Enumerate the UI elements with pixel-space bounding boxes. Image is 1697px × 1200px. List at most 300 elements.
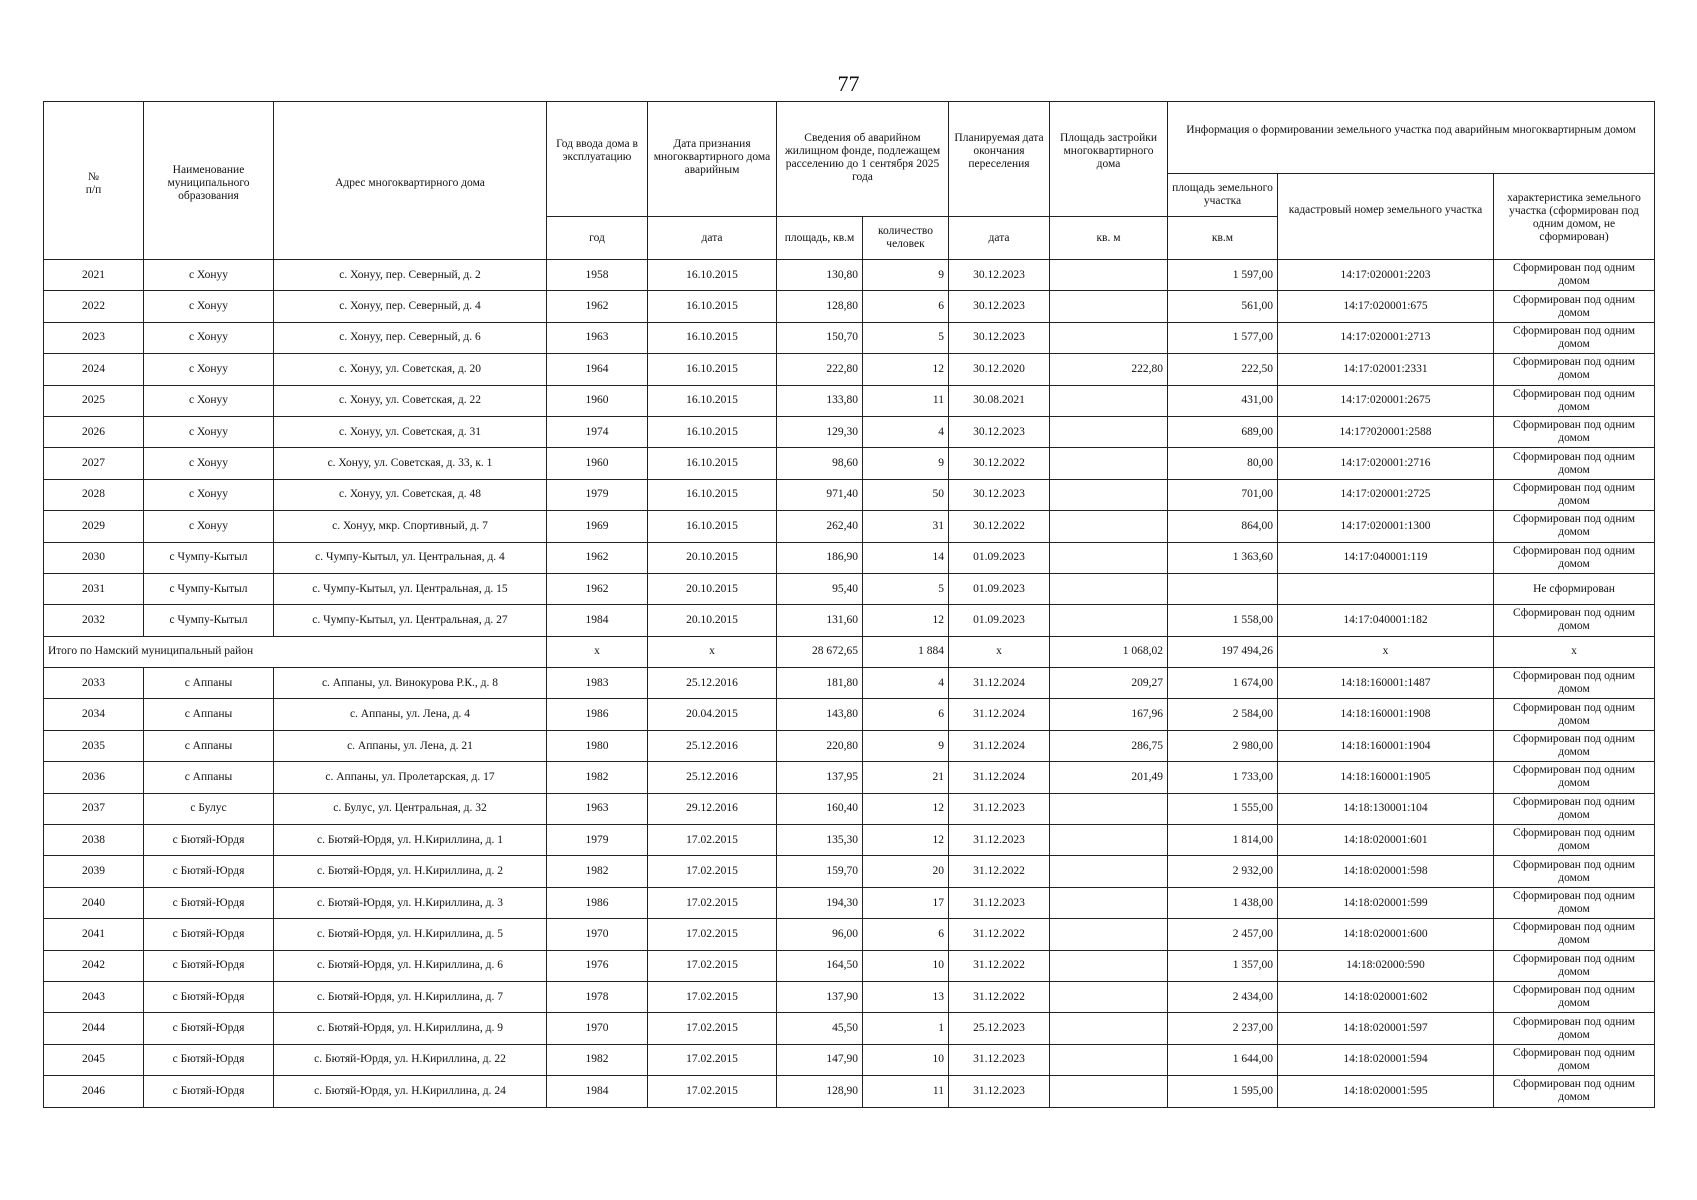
cell-people: 6 xyxy=(863,699,949,730)
cell-address: с. Хонуу, мкр. Спортивный, д. 7 xyxy=(274,511,547,542)
cell-people: 10 xyxy=(863,1044,949,1075)
cell-address: с. Хонуу, ул. Советская, д. 22 xyxy=(274,385,547,416)
cell-municipality: с Хонуу xyxy=(144,385,274,416)
cell-date-recognized: 17.02.2015 xyxy=(648,1076,777,1107)
cell-characteristic: Сформирован под одним домом xyxy=(1494,291,1655,322)
cell-date-recognized: 20.04.2015 xyxy=(648,699,777,730)
cell-planned-end: 31.12.2023 xyxy=(949,887,1050,918)
cell-cadastral: 14:17:02001:2331 xyxy=(1278,354,1494,385)
table-row xyxy=(44,385,1655,416)
header-municipality: Наименование муниципального образования xyxy=(144,102,274,260)
cell-municipality: с Чумпу-Кытыл xyxy=(144,542,274,573)
cell-people: 1 xyxy=(863,1013,949,1044)
cell-date-recognized: 16.10.2015 xyxy=(648,354,777,385)
cell-people: 9 xyxy=(863,260,949,291)
cell-characteristic: Сформирован под одним домом xyxy=(1494,542,1655,573)
cell-address: с. Бютяй-Юрдя, ул. Н.Кириллина, д. 22 xyxy=(274,1044,547,1075)
cell-year: 1984 xyxy=(547,1076,648,1107)
cell-number: 2040 xyxy=(44,887,144,918)
cell-cadastral: 14:18:020001:602 xyxy=(1278,981,1494,1012)
cell-year: 1962 xyxy=(547,542,648,573)
cell-year: 1982 xyxy=(547,856,648,887)
cell-area: 137,95 xyxy=(777,762,863,793)
table-row xyxy=(44,730,1655,761)
cell-people: 20 xyxy=(863,856,949,887)
total-year: х xyxy=(547,636,648,667)
cell-municipality: с Бютяй-Юрдя xyxy=(144,950,274,981)
unit-year: год xyxy=(547,217,648,260)
cell-planned-end: 31.12.2023 xyxy=(949,825,1050,856)
cell-year: 1963 xyxy=(547,793,648,824)
cell-characteristic: Сформирован под одним домом xyxy=(1494,448,1655,479)
cell-building-area xyxy=(1050,291,1168,322)
cell-land-area: 1 438,00 xyxy=(1168,887,1278,918)
table-header xyxy=(44,102,1655,260)
cell-number: 2046 xyxy=(44,1076,144,1107)
cell-date-recognized: 16.10.2015 xyxy=(648,511,777,542)
cell-cadastral: 14:17:020001:2716 xyxy=(1278,448,1494,479)
cell-characteristic: Сформирован под одним домом xyxy=(1494,730,1655,761)
cell-building-area xyxy=(1050,479,1168,510)
cell-cadastral: 14:17:020001:2675 xyxy=(1278,385,1494,416)
cell-year: 1983 xyxy=(547,668,648,699)
cell-municipality: с Аппаны xyxy=(144,730,274,761)
cell-cadastral: 14:18:130001:104 xyxy=(1278,793,1494,824)
cell-building-area: 209,27 xyxy=(1050,668,1168,699)
cell-planned-end: 30.12.2020 xyxy=(949,354,1050,385)
cell-planned-end: 31.12.2024 xyxy=(949,730,1050,761)
cell-building-area xyxy=(1050,260,1168,291)
cell-date-recognized: 16.10.2015 xyxy=(648,291,777,322)
table-row xyxy=(44,511,1655,542)
cell-characteristic: Сформирован под одним домом xyxy=(1494,950,1655,981)
cell-year: 1984 xyxy=(547,605,648,636)
cell-address: с. Хонуу, ул. Советская, д. 48 xyxy=(274,479,547,510)
cell-area: 164,50 xyxy=(777,950,863,981)
cell-date-recognized: 16.10.2015 xyxy=(648,448,777,479)
cell-number: 2037 xyxy=(44,793,144,824)
cell-land-area: 222,50 xyxy=(1168,354,1278,385)
cell-cadastral: 14:18:160001:1487 xyxy=(1278,668,1494,699)
cell-people: 12 xyxy=(863,354,949,385)
cell-municipality: с Бютяй-Юрдя xyxy=(144,919,274,950)
cell-number: 2035 xyxy=(44,730,144,761)
cell-characteristic: Сформирован под одним домом xyxy=(1494,981,1655,1012)
cell-cadastral: 14:18:02000:590 xyxy=(1278,950,1494,981)
cell-building-area xyxy=(1050,322,1168,353)
table-row xyxy=(44,950,1655,981)
cell-number: 2030 xyxy=(44,542,144,573)
cell-number: 2032 xyxy=(44,605,144,636)
cell-cadastral: 14:17:020001:2203 xyxy=(1278,260,1494,291)
cell-building-area xyxy=(1050,919,1168,950)
cell-year: 1976 xyxy=(547,950,648,981)
header-planned-end: Планируемая дата окончания переселения xyxy=(949,102,1050,217)
cell-area: 262,40 xyxy=(777,511,863,542)
cell-people: 6 xyxy=(863,919,949,950)
cell-area: 160,40 xyxy=(777,793,863,824)
cell-people: 14 xyxy=(863,542,949,573)
cell-municipality: с Бютяй-Юрдя xyxy=(144,1044,274,1075)
cell-land-area: 80,00 xyxy=(1168,448,1278,479)
cell-year: 1980 xyxy=(547,730,648,761)
cell-year: 1970 xyxy=(547,1013,648,1044)
cell-address: с. Аппаны, ул. Лена, д. 4 xyxy=(274,699,547,730)
header-cadastral: кадастровый номер земельного участка xyxy=(1278,174,1494,260)
cell-characteristic: Сформирован под одним домом xyxy=(1494,1044,1655,1075)
cell-year: 1970 xyxy=(547,919,648,950)
table-row xyxy=(44,605,1655,636)
table-row xyxy=(44,793,1655,824)
header-land-info: Информация о формировании земельного участка под аварийным многоквартирным домом xyxy=(1168,102,1655,174)
cell-number: 2036 xyxy=(44,762,144,793)
cell-area: 135,30 xyxy=(777,825,863,856)
cell-address: с. Аппаны, ул. Лена, д. 21 xyxy=(274,730,547,761)
cell-land-area: 1 733,00 xyxy=(1168,762,1278,793)
header-date-recognized: Дата признания многоквартирного дома аварийным xyxy=(648,102,777,217)
cell-building-area xyxy=(1050,950,1168,981)
cell-year: 1960 xyxy=(547,448,648,479)
cell-date-recognized: 16.10.2015 xyxy=(648,385,777,416)
cell-address: с. Хонуу, пер. Северный, д. 2 xyxy=(274,260,547,291)
cell-characteristic: Сформирован под одним домом xyxy=(1494,1076,1655,1107)
cell-building-area: 167,96 xyxy=(1050,699,1168,730)
unit-sqm: кв. м xyxy=(1050,217,1168,260)
cell-number: 2025 xyxy=(44,385,144,416)
cell-building-area xyxy=(1050,448,1168,479)
cell-characteristic: Сформирован под одним домом xyxy=(1494,762,1655,793)
cell-date-recognized: 25.12.2016 xyxy=(648,668,777,699)
cell-address: с. Чумпу-Кытыл, ул. Центральная, д. 27 xyxy=(274,605,547,636)
cell-people: 13 xyxy=(863,981,949,1012)
cell-building-area xyxy=(1050,385,1168,416)
cell-date-recognized: 20.10.2015 xyxy=(648,605,777,636)
cell-cadastral xyxy=(1278,573,1494,604)
cell-people: 17 xyxy=(863,887,949,918)
cell-people: 11 xyxy=(863,385,949,416)
table-row xyxy=(44,291,1655,322)
cell-year: 1963 xyxy=(547,322,648,353)
cell-year: 1978 xyxy=(547,981,648,1012)
cell-municipality: с Бютяй-Юрдя xyxy=(144,825,274,856)
cell-number: 2039 xyxy=(44,856,144,887)
table-row xyxy=(44,856,1655,887)
cell-address: с. Бютяй-Юрдя, ул. Н.Кириллина, д. 7 xyxy=(274,981,547,1012)
cell-address: с. Хонуу, ул. Советская, д. 20 xyxy=(274,354,547,385)
cell-number: 2045 xyxy=(44,1044,144,1075)
cell-year: 1964 xyxy=(547,354,648,385)
table-row xyxy=(44,1076,1655,1107)
header-characteristic: характеристика земельного участка (сформирован под одним домом, не сформирован) xyxy=(1494,174,1655,260)
cell-planned-end: 30.12.2023 xyxy=(949,322,1050,353)
cell-people: 12 xyxy=(863,825,949,856)
table-row xyxy=(44,919,1655,950)
cell-year: 1969 xyxy=(547,511,648,542)
header-year: Год ввода дома в эксплуатацию xyxy=(547,102,648,217)
unit-date: дата xyxy=(648,217,777,260)
cell-area: 159,70 xyxy=(777,856,863,887)
cell-address: с. Бютяй-Юрдя, ул. Н.Кириллина, д. 1 xyxy=(274,825,547,856)
cell-number: 2024 xyxy=(44,354,144,385)
cell-planned-end: 31.12.2022 xyxy=(949,856,1050,887)
cell-date-recognized: 17.02.2015 xyxy=(648,856,777,887)
cell-characteristic: Сформирован под одним домом xyxy=(1494,856,1655,887)
cell-number: 2044 xyxy=(44,1013,144,1044)
table-row xyxy=(44,762,1655,793)
cell-area: 131,60 xyxy=(777,605,863,636)
cell-land-area: 1 595,00 xyxy=(1168,1076,1278,1107)
cell-area: 128,90 xyxy=(777,1076,863,1107)
cell-land-area: 1 814,00 xyxy=(1168,825,1278,856)
cell-municipality: с Аппаны xyxy=(144,762,274,793)
table-row xyxy=(44,1013,1655,1044)
cell-planned-end: 30.12.2022 xyxy=(949,448,1050,479)
total-cadastral: х xyxy=(1278,636,1494,667)
cell-building-area xyxy=(1050,573,1168,604)
cell-date-recognized: 16.10.2015 xyxy=(648,416,777,447)
cell-cadastral: 14:18:020001:598 xyxy=(1278,856,1494,887)
cell-area: 95,40 xyxy=(777,573,863,604)
total-people: 1 884 xyxy=(863,636,949,667)
cell-planned-end: 31.12.2023 xyxy=(949,1044,1050,1075)
cell-area: 181,80 xyxy=(777,668,863,699)
table-row xyxy=(44,542,1655,573)
unit-people: количество человек xyxy=(863,217,949,260)
cell-characteristic: Сформирован под одним домом xyxy=(1494,668,1655,699)
cell-land-area: 1 577,00 xyxy=(1168,322,1278,353)
cell-people: 12 xyxy=(863,605,949,636)
cell-planned-end: 01.09.2023 xyxy=(949,542,1050,573)
cell-date-recognized: 25.12.2016 xyxy=(648,762,777,793)
table-row xyxy=(44,322,1655,353)
cell-year: 1986 xyxy=(547,699,648,730)
cell-characteristic: Сформирован под одним домом xyxy=(1494,385,1655,416)
cell-number: 2038 xyxy=(44,825,144,856)
cell-cadastral: 14:17:020001:675 xyxy=(1278,291,1494,322)
cell-area: 98,60 xyxy=(777,448,863,479)
cell-land-area: 2 584,00 xyxy=(1168,699,1278,730)
cell-municipality: с Аппаны xyxy=(144,668,274,699)
cell-year: 1960 xyxy=(547,385,648,416)
cell-address: с. Бютяй-Юрдя, ул. Н.Кириллина, д. 5 xyxy=(274,919,547,950)
cell-cadastral: 14:18:020001:600 xyxy=(1278,919,1494,950)
cell-area: 220,80 xyxy=(777,730,863,761)
cell-land-area xyxy=(1168,573,1278,604)
cell-address: с. Бютяй-Юрдя, ул. Н.Кириллина, д. 9 xyxy=(274,1013,547,1044)
cell-date-recognized: 17.02.2015 xyxy=(648,919,777,950)
cell-address: с. Аппаны, ул. Винокурова Р.К., д. 8 xyxy=(274,668,547,699)
cell-building-area xyxy=(1050,1013,1168,1044)
cell-characteristic: Сформирован под одним домом xyxy=(1494,919,1655,950)
cell-municipality: с Бютяй-Юрдя xyxy=(144,856,274,887)
cell-planned-end: 30.08.2021 xyxy=(949,385,1050,416)
cell-date-recognized: 25.12.2016 xyxy=(648,730,777,761)
cell-building-area: 222,80 xyxy=(1050,354,1168,385)
cell-land-area: 2 980,00 xyxy=(1168,730,1278,761)
cell-planned-end: 30.12.2022 xyxy=(949,511,1050,542)
cell-municipality: с Чумпу-Кытыл xyxy=(144,573,274,604)
cell-land-area: 689,00 xyxy=(1168,416,1278,447)
cell-land-area: 2 237,00 xyxy=(1168,1013,1278,1044)
cell-municipality: с Хонуу xyxy=(144,448,274,479)
cell-year: 1979 xyxy=(547,479,648,510)
cell-area: 222,80 xyxy=(777,354,863,385)
unit-date2: дата xyxy=(949,217,1050,260)
cell-building-area xyxy=(1050,1044,1168,1075)
cell-address: с. Бютяй-Юрдя, ул. Н.Кириллина, д. 3 xyxy=(274,887,547,918)
table-row xyxy=(44,354,1655,385)
cell-year: 1962 xyxy=(547,291,648,322)
cell-address: с. Бютяй-Юрдя, ул. Н.Кириллина, д. 6 xyxy=(274,950,547,981)
cell-date-recognized: 20.10.2015 xyxy=(648,542,777,573)
header-land-area: площадь земельного участка xyxy=(1168,174,1278,217)
cell-building-area: 286,75 xyxy=(1050,730,1168,761)
cell-planned-end: 01.09.2023 xyxy=(949,573,1050,604)
cell-municipality: с Бютяй-Юрдя xyxy=(144,1076,274,1107)
table-row xyxy=(44,887,1655,918)
cell-characteristic: Сформирован под одним домом xyxy=(1494,260,1655,291)
cell-municipality: с Булус xyxy=(144,793,274,824)
total-end: х xyxy=(949,636,1050,667)
cell-date-recognized: 17.02.2015 xyxy=(648,825,777,856)
cell-municipality: с Хонуу xyxy=(144,479,274,510)
cell-planned-end: 31.12.2023 xyxy=(949,793,1050,824)
cell-cadastral: 14:17:020001:2725 xyxy=(1278,479,1494,510)
table-row xyxy=(44,981,1655,1012)
cell-address: с. Бютяй-Юрдя, ул. Н.Кириллина, д. 2 xyxy=(274,856,547,887)
cell-number: 2031 xyxy=(44,573,144,604)
cell-number: 2026 xyxy=(44,416,144,447)
cell-municipality: с Бютяй-Юрдя xyxy=(144,1013,274,1044)
cell-cadastral: 14:17:040001:119 xyxy=(1278,542,1494,573)
cell-address: с. Хонуу, пер. Северный, д. 4 xyxy=(274,291,547,322)
cell-date-recognized: 16.10.2015 xyxy=(648,322,777,353)
cell-year: 1974 xyxy=(547,416,648,447)
cell-municipality: с Бютяй-Юрдя xyxy=(144,981,274,1012)
cell-cadastral: 14:18:020001:595 xyxy=(1278,1076,1494,1107)
cell-area: 45,50 xyxy=(777,1013,863,1044)
cell-land-area: 1 674,00 xyxy=(1168,668,1278,699)
cell-number: 2027 xyxy=(44,448,144,479)
cell-year: 1979 xyxy=(547,825,648,856)
cell-planned-end: 30.12.2023 xyxy=(949,260,1050,291)
cell-municipality: с Хонуу xyxy=(144,511,274,542)
cell-characteristic: Сформирован под одним домом xyxy=(1494,1013,1655,1044)
total-label: Итого по Намский муниципальный район xyxy=(44,636,547,667)
cell-cadastral: 14:18:020001:599 xyxy=(1278,887,1494,918)
table-row xyxy=(44,699,1655,730)
cell-land-area: 1 357,00 xyxy=(1168,950,1278,981)
cell-characteristic: Сформирован под одним домом xyxy=(1494,416,1655,447)
cell-people: 5 xyxy=(863,322,949,353)
cell-number: 2023 xyxy=(44,322,144,353)
cell-characteristic: Сформирован под одним домом xyxy=(1494,825,1655,856)
cell-date-recognized: 17.02.2015 xyxy=(648,1013,777,1044)
cell-date-recognized: 20.10.2015 xyxy=(648,573,777,604)
cell-characteristic: Сформирован под одним домом xyxy=(1494,699,1655,730)
cell-land-area: 2 457,00 xyxy=(1168,919,1278,950)
cell-characteristic: Сформирован под одним домом xyxy=(1494,354,1655,385)
cell-number: 2022 xyxy=(44,291,144,322)
header-building-area: Площадь застройки многоквартирного дома xyxy=(1050,102,1168,217)
table-row xyxy=(44,1044,1655,1075)
cell-cadastral: 14:17:020001:1300 xyxy=(1278,511,1494,542)
cell-building-area xyxy=(1050,981,1168,1012)
cell-address: с. Булус, ул. Центральная, д. 32 xyxy=(274,793,547,824)
cell-year: 1982 xyxy=(547,1044,648,1075)
cell-area: 971,40 xyxy=(777,479,863,510)
cell-address: с. Бютяй-Юрдя, ул. Н.Кириллина, д. 24 xyxy=(274,1076,547,1107)
cell-cadastral: 14:18:020001:601 xyxy=(1278,825,1494,856)
cell-people: 50 xyxy=(863,479,949,510)
cell-people: 9 xyxy=(863,730,949,761)
cell-building-area xyxy=(1050,887,1168,918)
cell-address: с. Хонуу, ул. Советская, д. 33, к. 1 xyxy=(274,448,547,479)
cell-cadastral: 14:18:160001:1904 xyxy=(1278,730,1494,761)
cell-date-recognized: 16.10.2015 xyxy=(648,479,777,510)
cell-date-recognized: 17.02.2015 xyxy=(648,950,777,981)
cell-year: 1986 xyxy=(547,887,648,918)
cell-planned-end: 31.12.2022 xyxy=(949,950,1050,981)
cell-municipality: с Бютяй-Юрдя xyxy=(144,887,274,918)
cell-land-area: 1 644,00 xyxy=(1168,1044,1278,1075)
cell-area: 186,90 xyxy=(777,542,863,573)
cell-land-area: 561,00 xyxy=(1168,291,1278,322)
cell-building-area xyxy=(1050,542,1168,573)
cell-characteristic: Сформирован под одним домом xyxy=(1494,479,1655,510)
cell-municipality: с Чумпу-Кытыл xyxy=(144,605,274,636)
cell-number: 2029 xyxy=(44,511,144,542)
cell-planned-end: 31.12.2023 xyxy=(949,1076,1050,1107)
cell-cadastral: 14:17:040001:182 xyxy=(1278,605,1494,636)
cell-people: 11 xyxy=(863,1076,949,1107)
cell-year: 1962 xyxy=(547,573,648,604)
cell-people: 6 xyxy=(863,291,949,322)
cell-characteristic: Сформирован под одним домом xyxy=(1494,511,1655,542)
cell-land-area: 1 597,00 xyxy=(1168,260,1278,291)
cell-address: с. Чумпу-Кытыл, ул. Центральная, д. 15 xyxy=(274,573,547,604)
cell-number: 2033 xyxy=(44,668,144,699)
table-row xyxy=(44,416,1655,447)
cell-planned-end: 31.12.2024 xyxy=(949,699,1050,730)
cell-date-recognized: 16.10.2015 xyxy=(648,260,777,291)
cell-number: 2042 xyxy=(44,950,144,981)
cell-area: 128,80 xyxy=(777,291,863,322)
cell-date-recognized: 17.02.2015 xyxy=(648,887,777,918)
cell-planned-end: 30.12.2023 xyxy=(949,291,1050,322)
cell-land-area: 864,00 xyxy=(1168,511,1278,542)
cell-cadastral: 14:18:160001:1905 xyxy=(1278,762,1494,793)
cell-planned-end: 31.12.2022 xyxy=(949,981,1050,1012)
cell-address: с. Чумпу-Кытыл, ул. Центральная, д. 4 xyxy=(274,542,547,573)
cell-planned-end: 31.12.2022 xyxy=(949,919,1050,950)
header-address: Адрес многоквартирного дома xyxy=(274,102,547,260)
header-num: № п/п xyxy=(44,102,144,260)
cell-characteristic: Сформирован под одним домом xyxy=(1494,322,1655,353)
cell-number: 2043 xyxy=(44,981,144,1012)
cell-people: 21 xyxy=(863,762,949,793)
cell-characteristic: Не сформирован xyxy=(1494,573,1655,604)
cell-municipality: с Аппаны xyxy=(144,699,274,730)
header-emergency-info: Сведения об аварийном жилищном фонде, подлежащем расселению до 1 сентября 2025 года xyxy=(777,102,949,217)
cell-cadastral: 14:18:020001:594 xyxy=(1278,1044,1494,1075)
cell-area: 130,80 xyxy=(777,260,863,291)
cell-characteristic: Сформирован под одним домом xyxy=(1494,605,1655,636)
cell-area: 133,80 xyxy=(777,385,863,416)
table-row xyxy=(44,573,1655,604)
cell-number: 2021 xyxy=(44,260,144,291)
total-building-area: 1 068,02 xyxy=(1050,636,1168,667)
